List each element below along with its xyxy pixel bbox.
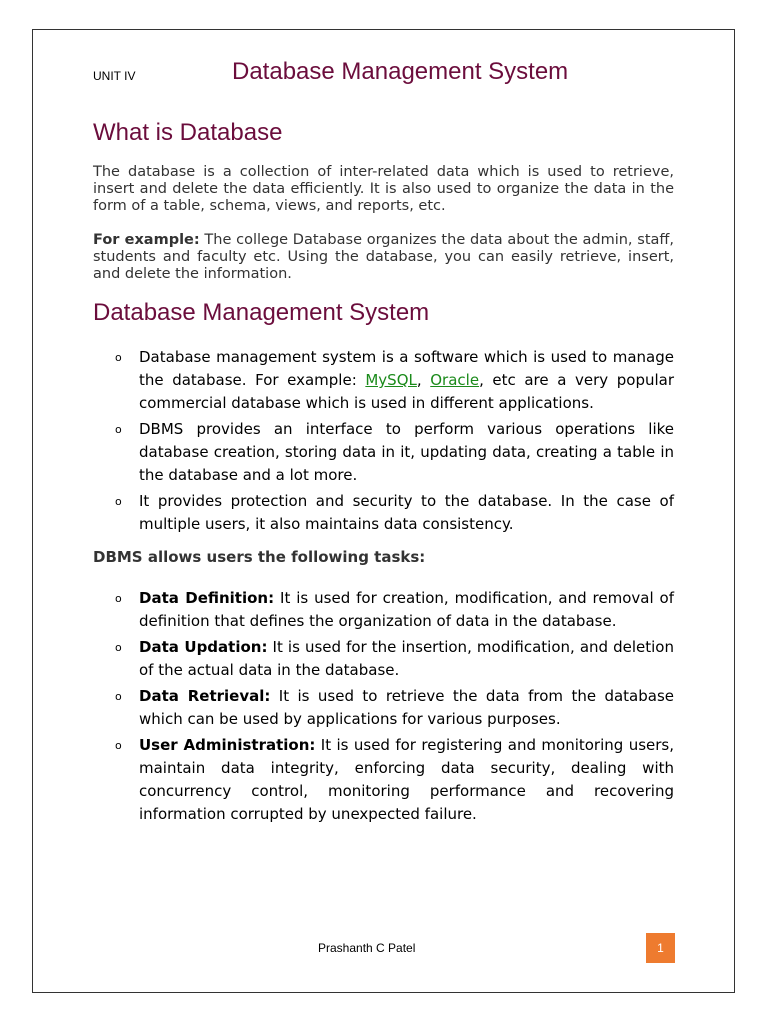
task-text: It is used for creation, modification, and removal of definition that defines the organization of data in the database.: [139, 589, 674, 630]
task-label: User Administration:: [139, 736, 316, 754]
bullet-marker: o: [115, 351, 122, 364]
example-label: For example:: [93, 232, 200, 248]
tasks-bullet-list: [93, 587, 674, 829]
document-title: Database Management System: [232, 58, 569, 85]
example-text: The college Database organizes the data about the admin, staff, students and faculty etc. Using the database, you can easily retrieve, insert, and delete the information.: [93, 232, 674, 282]
bullet-marker: o: [115, 641, 122, 654]
section-heading-dbms: Database Management System: [93, 299, 430, 326]
task-item-data-updation: [93, 636, 674, 682]
task-label: Data Updation:: [139, 638, 268, 656]
task-text: It is used for registering and monitoring users, maintain data integrity, enforcing data security, dealing with concurrency control, monitoring performance and recovering information corrupted by unexpected failure.: [139, 736, 674, 823]
task-item-user-administration: [93, 734, 674, 826]
section-heading-what-is-database: What is Database: [93, 119, 283, 146]
page-number-badge: 1: [646, 933, 675, 963]
list-item: [93, 418, 674, 487]
dbms-bullet-list: [93, 346, 674, 539]
unit-label: UNIT IV: [93, 69, 136, 83]
list-item-text: DBMS provides an interface to perform various operations like database creation, storing data in it, updating data, creating a table in the database and a lot more.: [139, 420, 674, 484]
task-text: It is used for the insertion, modification, and deletion of the actual data in the database.: [139, 638, 674, 679]
task-label: Data Definition:: [139, 589, 275, 607]
list-item: [93, 490, 674, 536]
footer-author: Prashanth C Patel: [318, 941, 416, 955]
list-item: [93, 346, 674, 415]
list-item-text: ,: [416, 371, 431, 389]
task-item-data-definition: [93, 587, 674, 633]
bullet-marker: o: [115, 739, 122, 752]
mysql-link[interactable]: MySQL: [365, 371, 417, 389]
database-definition-paragraph: The database is a collection of inter-related data which is used to retrieve, insert and delete the data efficiently. It is also used to organize the data in the form of a table, schema, views, and reports, etc.: [93, 164, 674, 214]
bullet-marker: o: [115, 690, 122, 703]
bullet-marker: o: [115, 592, 122, 605]
task-label: Data Retrieval:: [139, 687, 271, 705]
tasks-heading: DBMS allows users the following tasks:: [93, 548, 426, 566]
bullet-marker: o: [115, 423, 122, 436]
task-text: It is used to retrieve the data from the database which can be used by applications for various purposes.: [139, 687, 675, 728]
list-item-text: Database management system is a software which is used to manage the database. For example:: [139, 348, 674, 389]
example-paragraph: [93, 232, 674, 283]
task-item-data-retrieval: [93, 685, 674, 731]
oracle-link[interactable]: Oracle: [430, 371, 480, 389]
list-item-text: , etc are a very popular commercial database which is used in different applications.: [139, 371, 674, 412]
bullet-marker: o: [115, 495, 122, 508]
list-item-text: It provides protection and security to the database. In the case of multiple users, it also maintains data consistency.: [139, 492, 674, 533]
